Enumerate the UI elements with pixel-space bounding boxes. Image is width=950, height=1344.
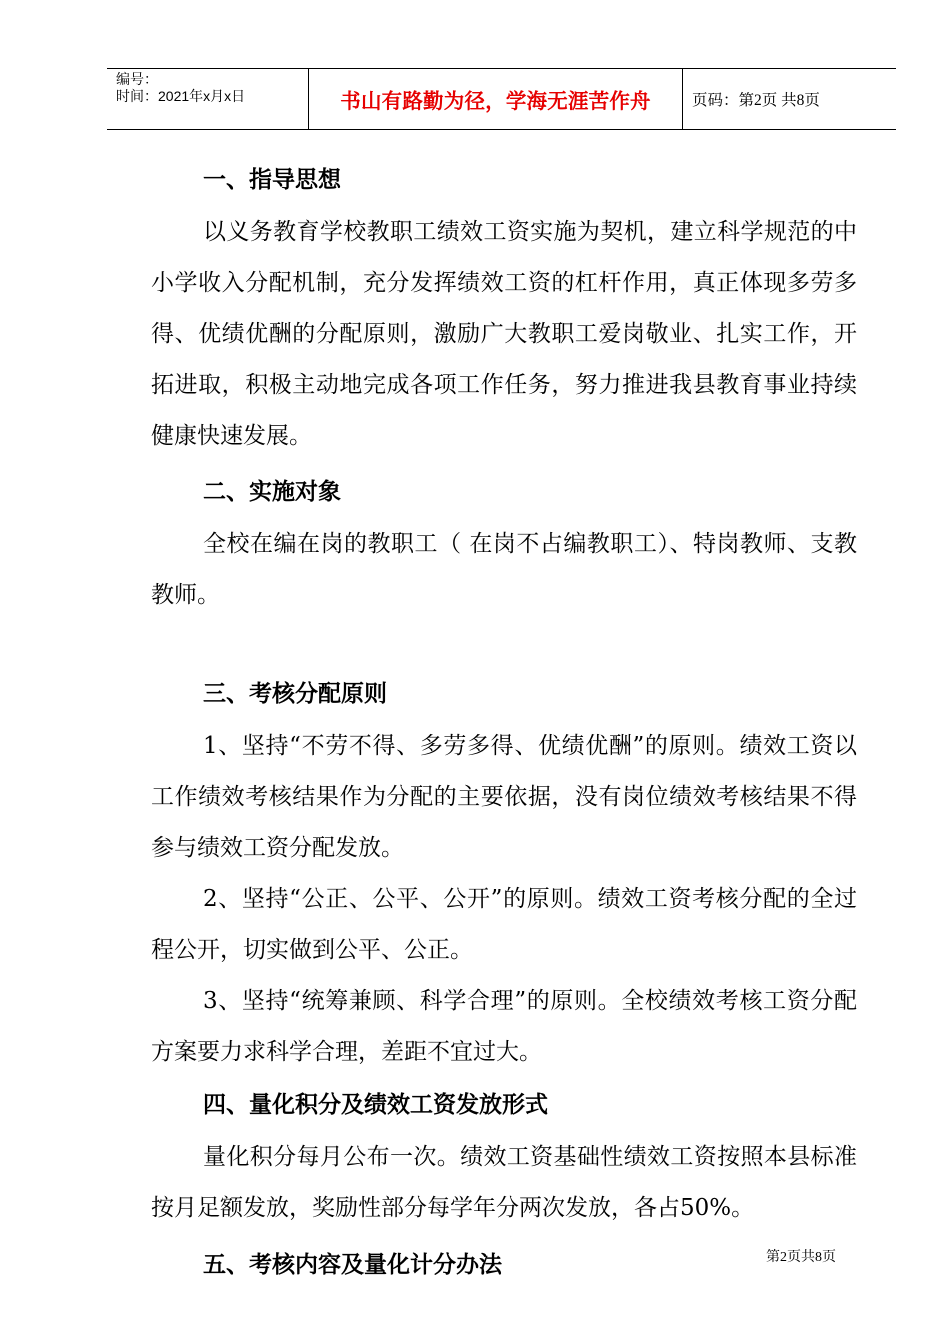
document-body xyxy=(151,153,857,1292)
section-heading: 三、考核分配原则 xyxy=(203,681,387,707)
motto-cell xyxy=(309,69,683,129)
section-heading: 四、量化积分及绩效工资发放形式 xyxy=(203,1092,548,1118)
page-number-cell xyxy=(683,69,896,129)
blank-line xyxy=(151,621,857,667)
paragraph: 以义务教育学校教职工绩效工资实施为契机，建立科学规范的中小学收入分配机制，充分发挥绩效工资的杠杆作用，真正体现多劳多得、优绩优酬的分配原则，激励广大教职工爱岗敬业、扎实工作，开拓进取，积极主动地完成各项工作任务，努力推进我县教育事业持续健康快速发展。 xyxy=(151,219,857,449)
paragraph: 3、坚持“统筹兼顾、科学合理”的原则。全校绩效考核工资分配方案要力求科学合理，差距不宜过大。 xyxy=(151,988,857,1065)
paragraph: 2、坚持“公正、公平、公开”的原则。绩效工资考核分配的全过程公开，切实做到公平、公正。 xyxy=(151,886,857,963)
section-heading: 一、指导思想 xyxy=(203,167,341,193)
header-table xyxy=(107,68,896,130)
section-heading: 五、考核内容及量化计分办法 xyxy=(203,1252,502,1278)
paragraph: 全校在编在岗的教职工（ 在岗不占编教职工）、特岗教师、支教教师。 xyxy=(151,531,857,608)
paragraph: 量化积分每月公布一次。绩效工资基础性绩效工资按照本县标准按月足额发放，奖励性部分每学年分两次发放，各占50%。 xyxy=(151,1144,857,1221)
header-meta-cell xyxy=(107,69,309,129)
page-footer: 第2页共8页 xyxy=(766,1250,836,1265)
paragraph: 1、坚持“不劳不得、多劳多得、优绩优酬”的原则。绩效工资以工作绩效考核结果作为分配的主要依据，没有岗位绩效考核结果不得参与绩效工资分配发放。 xyxy=(151,733,857,861)
time-label: 时间：2021年x月x日 xyxy=(116,88,246,104)
section-heading: 二、实施对象 xyxy=(203,479,341,505)
page-number-label: 页码：第2页 共8页 xyxy=(692,92,820,109)
number-label: 编号： xyxy=(116,71,158,87)
motto-text: 书山有路勤为径，学海无涯苦作舟 xyxy=(340,89,651,113)
